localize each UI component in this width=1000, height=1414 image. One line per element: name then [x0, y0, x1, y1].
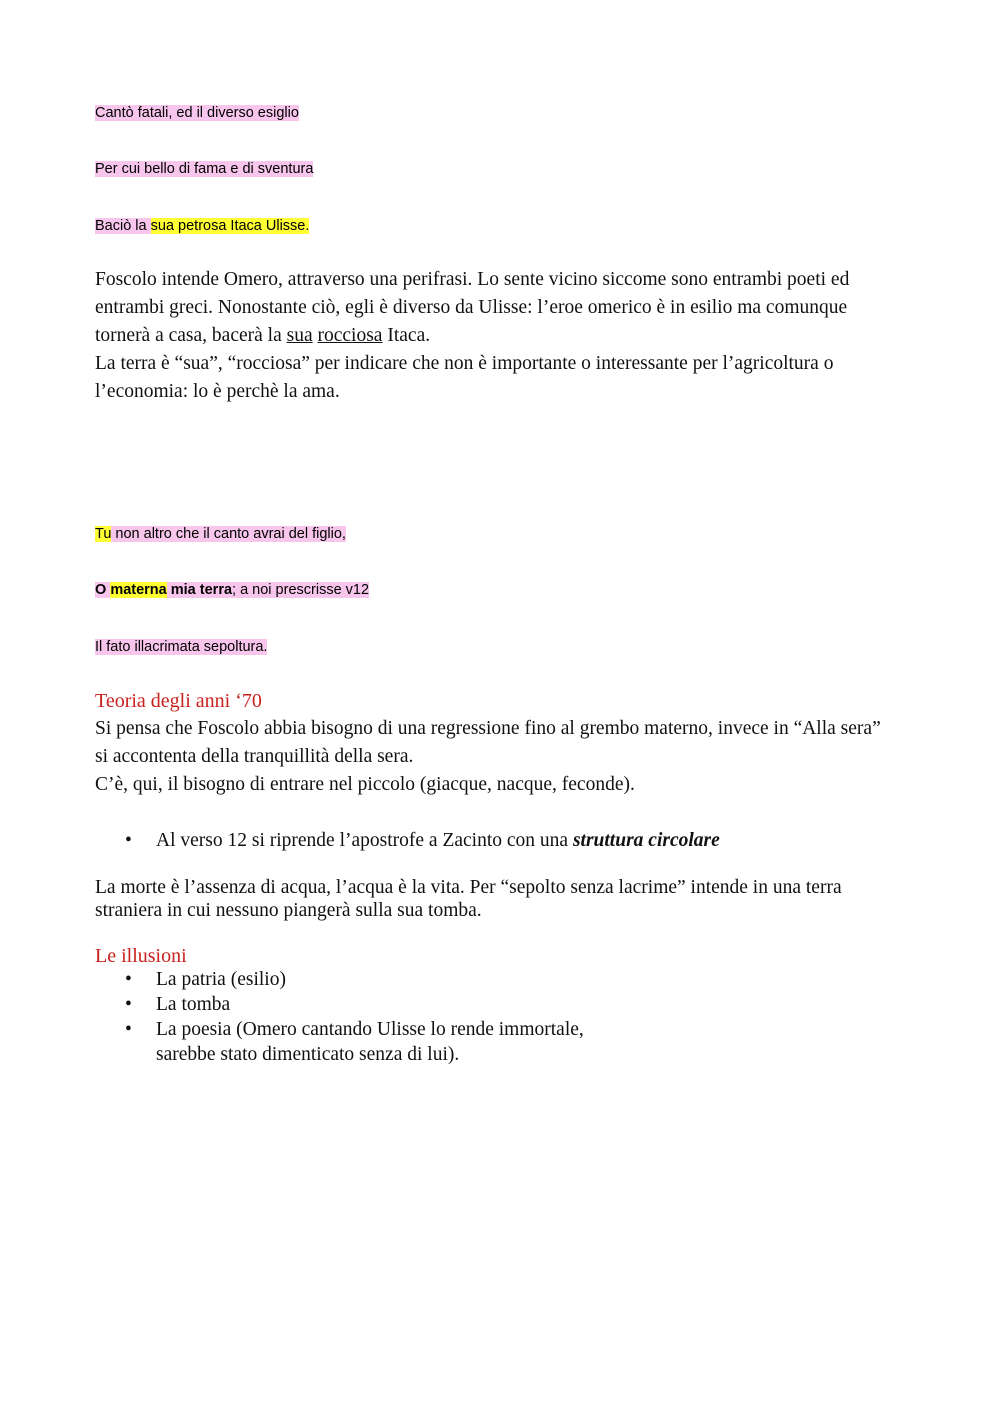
paragraph-text: C’è, qui, il bisogno di entrare nel piccolo (giacque, nacque, feconde). — [95, 774, 635, 795]
paragraph-text: La terra è “sua”, “rocciosa” per indicare che non è importante o interessante per l’agricoltura o l’economia: lo è perchè la ama. — [95, 353, 834, 402]
bullet-icon: • — [125, 969, 132, 990]
highlight-pink: Baciò la — [95, 218, 151, 234]
list-item — [95, 827, 895, 855]
verse-line — [95, 217, 309, 235]
verse-line — [95, 525, 346, 543]
list-item — [95, 967, 895, 992]
verse-line — [95, 638, 267, 656]
bullet-icon: • — [125, 830, 132, 851]
list-item — [95, 992, 895, 1017]
paragraph-omero — [95, 266, 895, 406]
paragraph-morte: La morte è l’assenza di acqua, l’acqua è la vita. Per “sepolto senza lacrime” intende in una terra straniera in cui nessuno piangerà sulla sua tomba. — [95, 877, 842, 921]
highlight-pink: Cantò fatali, ed il diverso esiglio — [95, 105, 299, 121]
bullet-list — [95, 827, 895, 855]
list-item-text: La tomba — [156, 994, 231, 1015]
emphasis-text: struttura circolare — [572, 830, 720, 851]
highlight-pink: Per cui bello di fama e di sventura — [95, 161, 314, 177]
highlight-yellow: Tu — [95, 526, 112, 542]
highlight-pink: ; a noi prescrisse v12 — [232, 582, 370, 598]
underlined-word: sua — [286, 325, 313, 346]
bullet-list — [95, 967, 895, 1067]
verse-line — [95, 104, 299, 122]
section-heading: Le illusioni — [95, 945, 187, 967]
paragraph-text: Si pensa che Foscolo abbia bisogno di una regressione fino al grembo materno, invece in “Alla sera” si accontenta della tranquillità della sera. — [95, 718, 881, 767]
list-item-text: La poesia (Omero cantando Ulisse lo rende immortale, sarebbe stato dimenticato senza di lui). — [156, 1019, 584, 1065]
verse-line — [95, 160, 313, 178]
verse-line — [95, 581, 369, 599]
highlight-pink: Il fato illacrimata sepoltura. — [95, 639, 268, 655]
highlight-yellow: sua petrosa Itaca Ulisse. — [150, 218, 310, 234]
highlight-pink: O — [95, 582, 111, 598]
underlined-word: rocciosa — [317, 325, 383, 346]
bullet-icon: • — [125, 1019, 132, 1040]
list-item-text: Al verso 12 si riprende l’apostrofe a Zacinto con una — [156, 830, 573, 851]
paragraph-text: Foscolo intende Omero, attraverso una perifrasi. Lo sente vicino siccome sono entrambi poeti ed entrambi greci. Nonostante ciò, egli è diverso da Ulisse: l’eroe omerico è in esilio ma comunque tornerà a casa, bacerà la — [95, 269, 850, 346]
highlight-pink: non altro che il canto avrai del figlio, — [111, 526, 346, 542]
list-item — [95, 1017, 626, 1067]
paragraph-text: Itaca. — [382, 325, 431, 346]
bullet-icon: • — [125, 994, 132, 1015]
highlight-pink: mia terra — [166, 582, 233, 598]
highlight-yellow: materna — [110, 582, 167, 598]
paragraph-teoria — [95, 715, 895, 799]
list-item-text: La patria (esilio) — [156, 969, 286, 990]
section-heading: Teoria degli anni ‘70 — [95, 690, 262, 712]
